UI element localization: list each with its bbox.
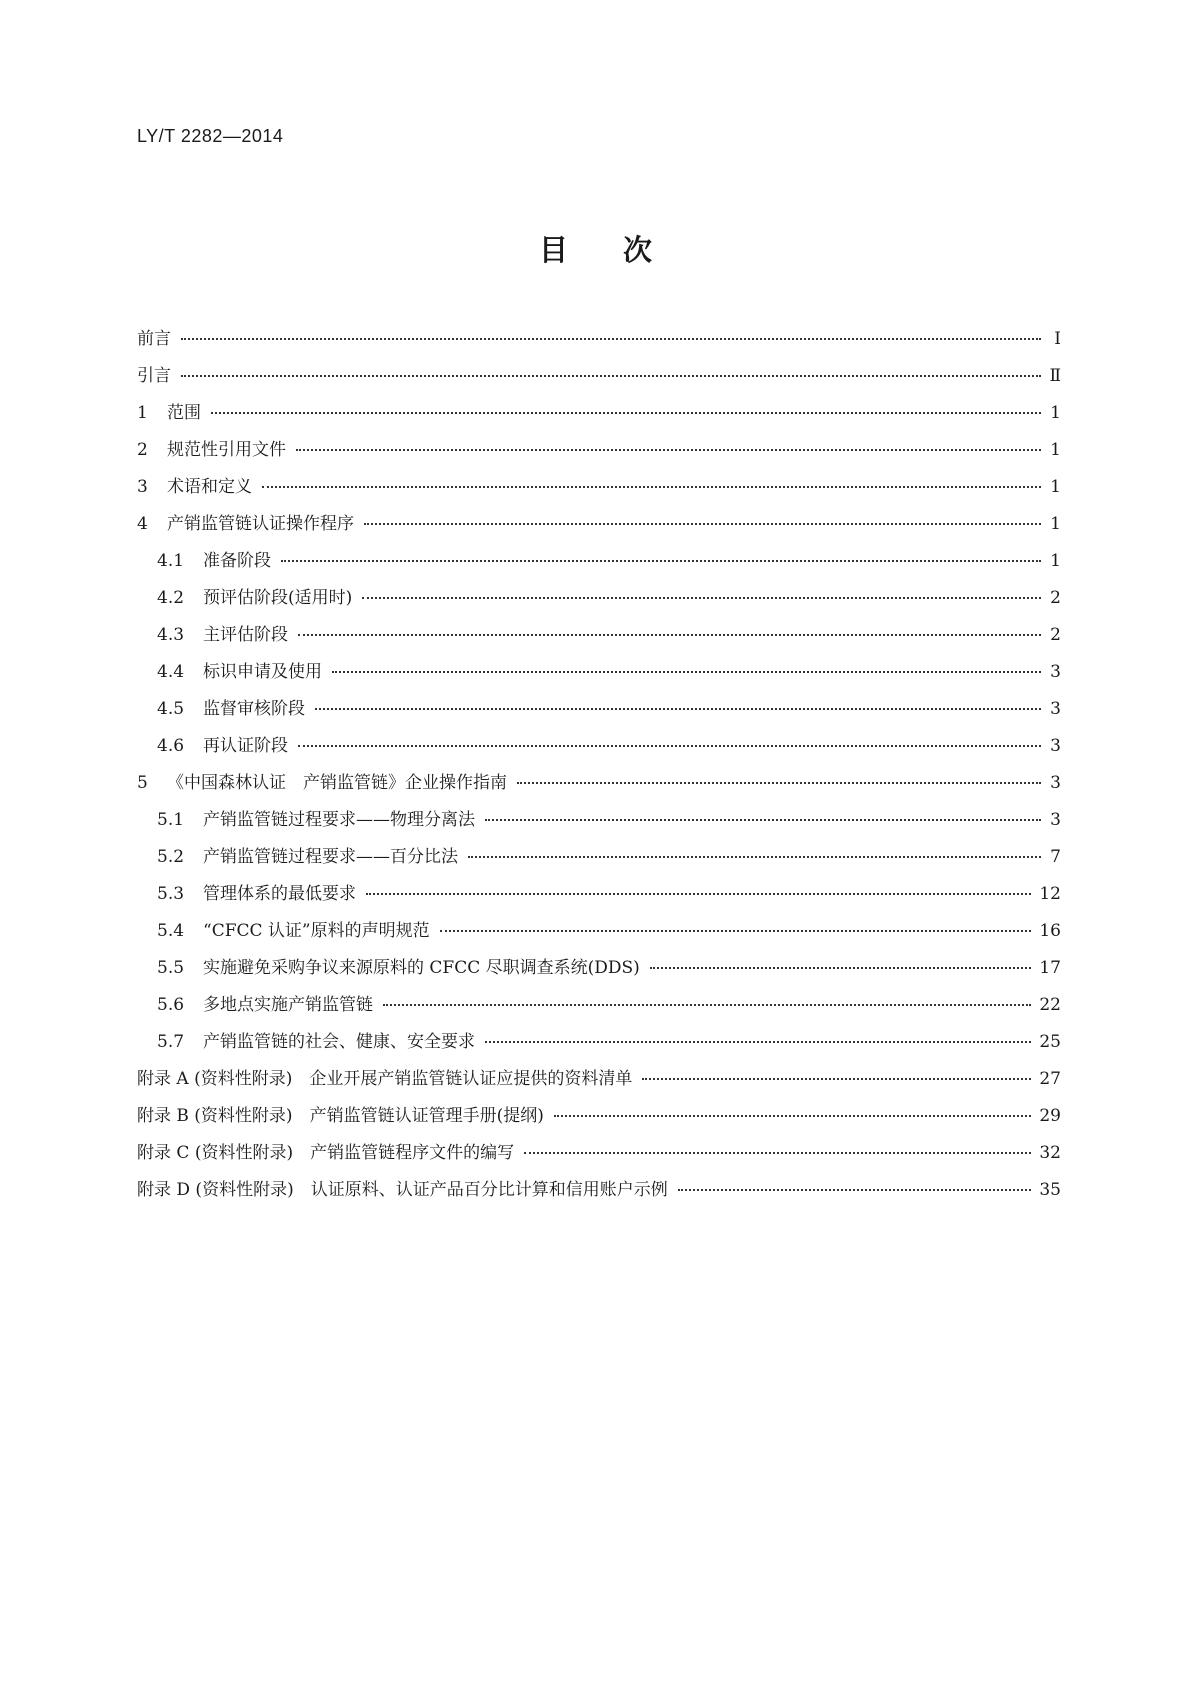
toc-entry[interactable] <box>137 620 1061 657</box>
toc-entry[interactable] <box>137 1138 1061 1175</box>
toc-entry-number: 5.3 <box>157 884 185 904</box>
dot-leader <box>211 412 1041 414</box>
toc-entry-label: 产销监管链过程要求——物理分离法 <box>203 810 475 830</box>
toc-entry-page: 12 <box>1039 884 1061 904</box>
toc-entry-label: 附录 C (资料性附录) 产销监管链程序文件的编写 <box>137 1143 515 1163</box>
toc-entry-page: 3 <box>1050 810 1061 830</box>
toc-entry[interactable] <box>137 472 1061 509</box>
toc-entry[interactable] <box>137 916 1061 953</box>
dot-leader <box>298 634 1041 636</box>
toc-entry-page: 25 <box>1039 1032 1061 1052</box>
toc-entry-label: 准备阶段 <box>203 551 271 571</box>
page-title: 目次 <box>538 233 707 267</box>
toc-entry-page: 16 <box>1039 921 1061 941</box>
toc-entry[interactable] <box>137 1027 1061 1064</box>
dot-leader <box>296 449 1041 451</box>
dot-leader <box>440 930 1032 932</box>
toc-entry-label: 管理体系的最低要求 <box>203 884 356 904</box>
dot-leader <box>468 856 1041 858</box>
toc-entry[interactable] <box>137 990 1061 1027</box>
toc-entry-number: 2 <box>137 440 148 460</box>
toc-entry-number: 5 <box>137 773 148 793</box>
toc-entry-label: 预评估阶段(适用时) <box>203 588 353 608</box>
toc-entry-number: 4.5 <box>157 699 185 719</box>
toc-entry-label: 前言 <box>137 329 171 349</box>
dot-leader <box>485 819 1041 821</box>
dot-leader <box>298 745 1041 747</box>
toc-entry-number: 5.1 <box>157 810 185 830</box>
dot-leader <box>362 597 1041 599</box>
dot-leader <box>364 523 1041 525</box>
dot-leader <box>485 1041 1031 1043</box>
toc-entry-page: 3 <box>1050 773 1061 793</box>
toc-entry[interactable] <box>137 1101 1061 1138</box>
toc-entry[interactable] <box>137 398 1061 435</box>
toc-entry-label: 标识申请及使用 <box>203 662 322 682</box>
toc-entry-number: 4.3 <box>157 625 185 645</box>
toc-entry-page: 17 <box>1039 958 1061 978</box>
toc-entry-number: 5.4 <box>157 921 185 941</box>
toc-entry-number: 1 <box>137 403 148 423</box>
dot-leader <box>517 782 1041 784</box>
toc-entry-page: 2 <box>1050 625 1061 645</box>
toc-entry[interactable] <box>137 1064 1061 1101</box>
toc-entry[interactable] <box>137 842 1061 879</box>
toc-entry-label: 规范性引用文件 <box>167 440 286 460</box>
toc-entry-page: 29 <box>1039 1106 1061 1126</box>
dot-leader <box>678 1189 1032 1191</box>
toc-entry[interactable] <box>137 583 1061 620</box>
toc-entry-number: 4.6 <box>157 736 185 756</box>
toc-entry-label: 监督审核阶段 <box>203 699 305 719</box>
toc-entry-number: 5.5 <box>157 958 185 978</box>
dot-leader <box>650 967 1032 969</box>
toc-entry-label: 附录 B (资料性附录) 产销监管链认证管理手册(提纲) <box>137 1106 544 1126</box>
toc-entry-page: 1 <box>1050 403 1061 423</box>
dot-leader <box>366 893 1031 895</box>
toc-entry-label: 实施避免采购争议来源原料的 CFCC 尽职调查系统(DDS) <box>203 958 640 978</box>
dot-leader <box>315 708 1041 710</box>
toc-entry-page: 3 <box>1050 662 1061 682</box>
toc-entry-page: 22 <box>1039 995 1061 1015</box>
dot-leader <box>181 375 1041 377</box>
toc-entry-number: 3 <box>137 477 148 497</box>
toc-entry-page: 3 <box>1050 699 1061 719</box>
toc-entry-label: 附录 A (资料性附录) 企业开展产销监管链认证应提供的资料清单 <box>137 1069 633 1089</box>
toc-entry-page: 7 <box>1050 847 1061 867</box>
toc-entry-label: 《中国森林认证 产销监管链》企业操作指南 <box>167 773 507 793</box>
dot-leader <box>642 1078 1031 1080</box>
dot-leader <box>281 560 1041 562</box>
toc-entry-page: 1 <box>1050 440 1061 460</box>
toc-entry[interactable] <box>137 1175 1061 1212</box>
toc-entry-page: 2 <box>1050 588 1061 608</box>
standard-code: LY/T 2282—2014 <box>137 126 284 146</box>
toc-entry[interactable] <box>137 805 1061 842</box>
toc-entry-page: 27 <box>1039 1069 1061 1089</box>
toc-entry-page: 3 <box>1050 736 1061 756</box>
toc-entry-page: 32 <box>1039 1143 1061 1163</box>
toc-entry-label: 多地点实施产销监管链 <box>203 995 373 1015</box>
toc-entry-page: 35 <box>1039 1180 1061 1200</box>
toc-entry-page: Ⅱ <box>1049 366 1061 386</box>
toc-entry-label: 附录 D (资料性附录) 认证原料、认证产品百分比计算和信用账户示例 <box>137 1180 668 1200</box>
toc-entry[interactable] <box>137 731 1061 768</box>
toc-entry[interactable] <box>137 657 1061 694</box>
toc-entry-label: “CFCC 认证”原料的声明规范 <box>203 921 430 941</box>
toc-entry[interactable] <box>137 435 1061 472</box>
toc-entry-number: 5.6 <box>157 995 185 1015</box>
toc-entry-page: 1 <box>1050 551 1061 571</box>
toc-entry-label: 再认证阶段 <box>203 736 288 756</box>
toc-entry-number: 4.4 <box>157 662 185 682</box>
dot-leader <box>554 1115 1032 1117</box>
toc-entry-label: 引言 <box>137 366 171 386</box>
toc-entry-number: 5.7 <box>157 1032 185 1052</box>
toc-entry-number: 4.1 <box>157 551 185 571</box>
toc-entry-label: 产销监管链认证操作程序 <box>167 514 354 534</box>
toc-entry-number: 4 <box>137 514 148 534</box>
dot-leader <box>332 671 1041 673</box>
toc-entry-number: 5.2 <box>157 847 185 867</box>
toc-entry[interactable] <box>137 361 1061 398</box>
toc-entry[interactable] <box>137 546 1061 583</box>
toc-entry-label: 术语和定义 <box>167 477 252 497</box>
toc-entry-label: 主评估阶段 <box>203 625 288 645</box>
toc-entry-label: 产销监管链过程要求——百分比法 <box>203 847 458 867</box>
toc-entry-number: 4.2 <box>157 588 185 608</box>
dot-leader <box>181 338 1041 340</box>
dot-leader <box>383 1004 1031 1006</box>
toc-entry-page: 1 <box>1050 514 1061 534</box>
toc-entry[interactable] <box>137 509 1061 546</box>
toc-entry[interactable] <box>137 879 1061 916</box>
toc-entry[interactable] <box>137 694 1061 731</box>
dot-leader <box>524 1152 1031 1154</box>
toc-entry-page: 1 <box>1050 477 1061 497</box>
toc-entry[interactable] <box>137 324 1061 361</box>
toc-entry[interactable] <box>137 953 1061 990</box>
toc-entry[interactable] <box>137 768 1061 805</box>
dot-leader <box>262 486 1041 488</box>
toc-entry-label: 范围 <box>167 403 201 423</box>
toc-entry-label: 产销监管链的社会、健康、安全要求 <box>203 1032 475 1052</box>
table-of-contents <box>137 324 1061 1212</box>
toc-entry-page: Ⅰ <box>1054 329 1061 349</box>
